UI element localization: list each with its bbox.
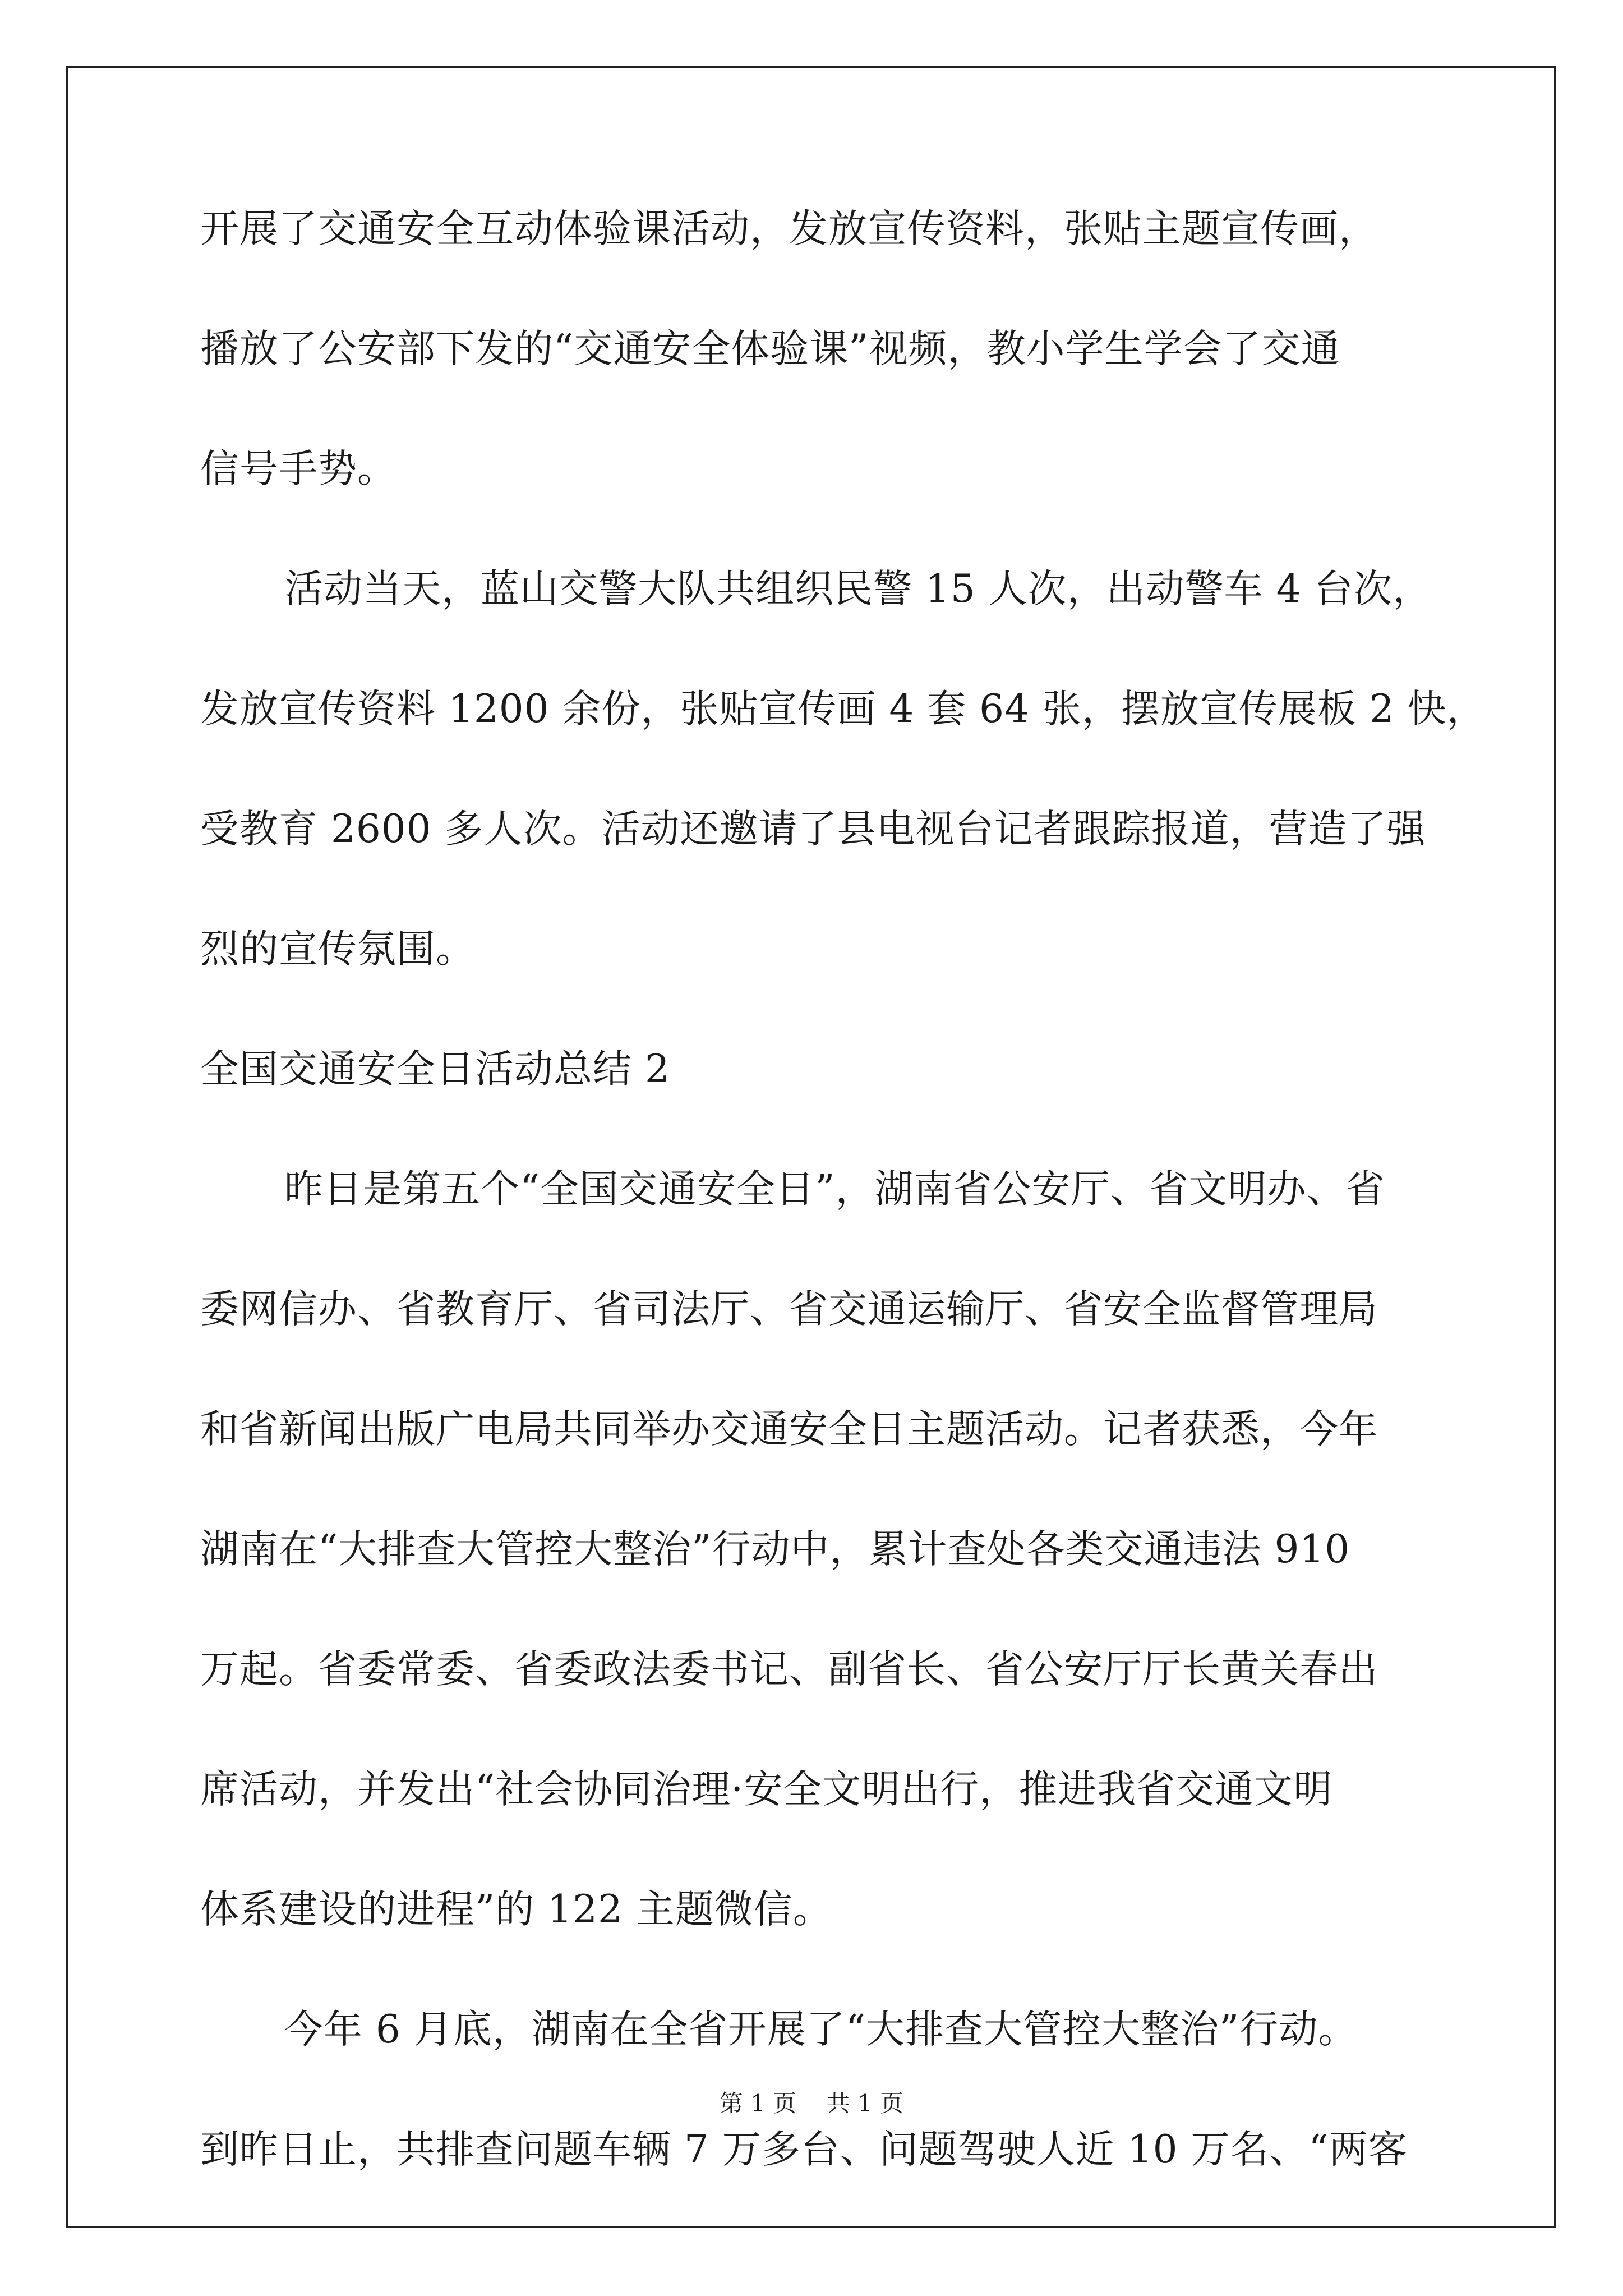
paragraph-line: 体系建设的进程”的 122 主题微信。 <box>200 1887 832 1932</box>
paragraph-line: 委网信办、省教育厅、省司法厅、省交通运输厅、省安全监督管理局 <box>200 1287 1378 1332</box>
paragraph-line: 活动当天，蓝山交警大队共组织民警 15 人次，出动警车 4 台次， <box>284 567 1432 611</box>
paragraph-line: 受教育 2600 多人次。活动还邀请了县电视台记者跟踪报道，营造了强 <box>200 807 1426 852</box>
paragraph-line: 信号手势。 <box>200 447 396 491</box>
paragraph-line: 开展了交通安全互动体验课活动，发放宣传资料，张贴主题宣传画， <box>200 206 1378 251</box>
paragraph-line: 和省新闻出版广电局共同举办交通安全日主题活动。记者获悉，今年 <box>200 1407 1378 1452</box>
document-body <box>200 206 1486 2247</box>
section-heading: 全国交通安全日活动总结 2 <box>200 1047 670 1092</box>
paragraph-line: 今年 6 月底，湖南在全省开展了“大排查大管控大整治”行动。 <box>284 2007 1358 2052</box>
paragraph-line: 席活动，并发出“社会协同治理·安全文明出行，推进我省交通文明 <box>200 1767 1333 1812</box>
paragraph-line: 发放宣传资料 1200 余份，张贴宣传画 4 套 64 张，摆放宣传展板 2 快， <box>200 687 1486 731</box>
paragraph-line: 湖南在“大排查大管控大整治”行动中，累计查处各类交通违法 910 <box>200 1527 1350 1572</box>
paragraph-line: 万起。省委常委、省委政法委书记、副省长、省公安厅厅长黄关春出 <box>200 1647 1378 1692</box>
page-number: 第 1 页 <box>719 2090 797 2117</box>
paragraph-line: 播放了公安部下发的“交通安全体验课”视频，教小学生学会了交通 <box>200 326 1340 371</box>
paragraph-line: 烈的宣传氛围。 <box>200 927 475 972</box>
page-total: 共 1 页 <box>826 2090 904 2117</box>
page-footer <box>0 2090 1623 2118</box>
paragraph-line: 昨日是第五个“全国交通安全日”，湖南省公安厅、省文明办、省 <box>284 1167 1385 1212</box>
paragraph-line: 到昨日止，共排查问题车辆 7 万多台、问题驾驶人近 10 万名、“两客 <box>200 2127 1408 2172</box>
